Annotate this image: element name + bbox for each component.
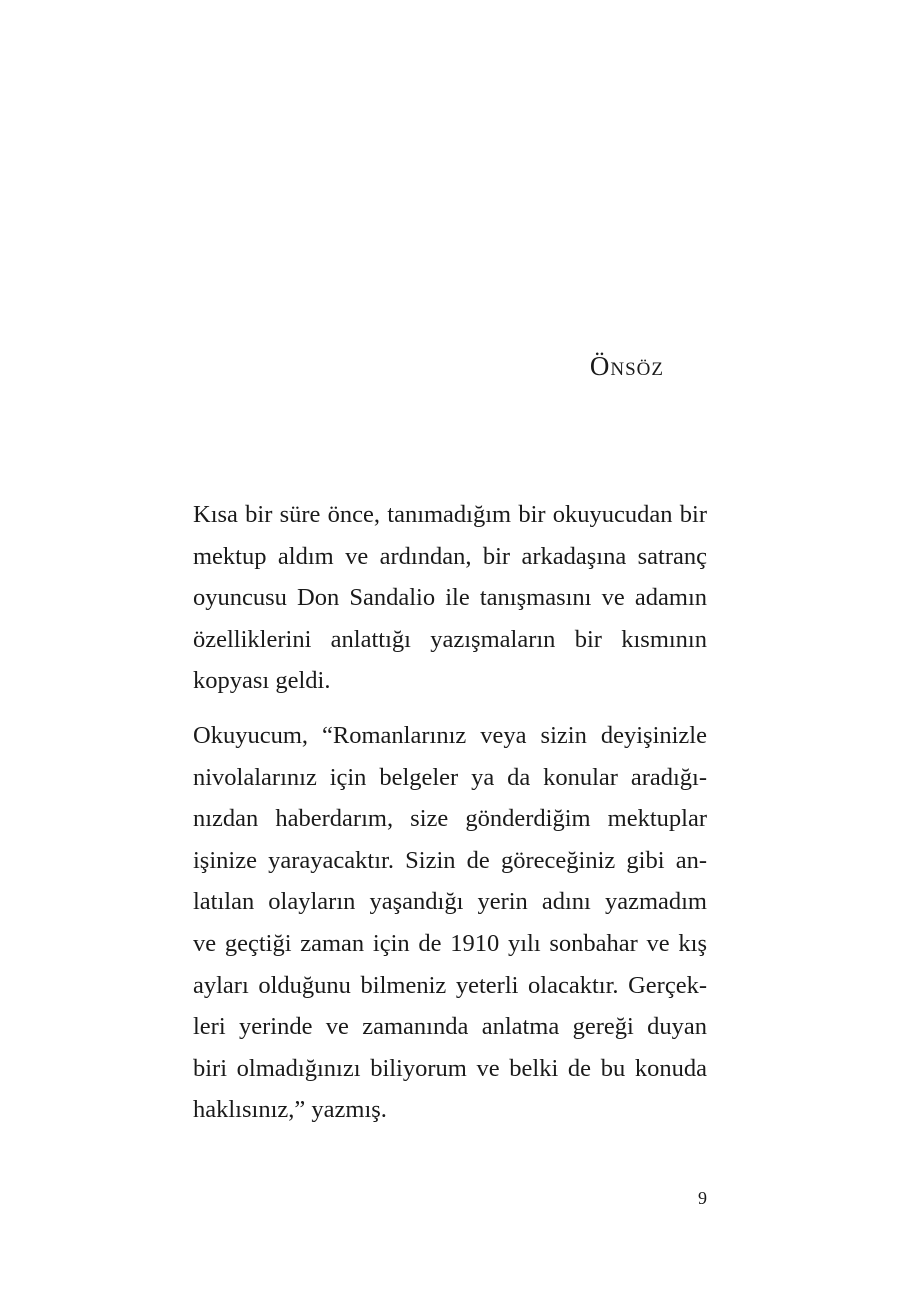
text-line: ayları olduğunu bilmeniz yeterli olacaktır. Gerçek- xyxy=(193,971,707,999)
text-line: haklısınız,” yazmış. xyxy=(193,1096,387,1124)
text-line: özelliklerini anlattığı yazışmaların bir kısmının xyxy=(193,625,707,653)
text-line: işinize yarayacaktır. Sizin de göreceğiniz gibi an- xyxy=(193,846,707,874)
chapter-title: Önsöz xyxy=(589,351,664,381)
page-number: 9 xyxy=(698,1188,707,1208)
text-line: nızdan haberdarım, size gönderdiğim mektuplar xyxy=(193,805,707,833)
text-line: Okuyucum, “Romanlarınız veya sizin deyişinizle xyxy=(193,721,707,749)
text-line: nivolalarınız için belgeler ya da konular aradığı- xyxy=(193,763,707,791)
text-line: latılan olayların yaşandığı yerin adını yazmadım xyxy=(193,888,707,916)
body-text xyxy=(193,494,707,1131)
paragraph-1 xyxy=(193,494,707,702)
text-line: ve geçtiği zaman için de 1910 yılı sonbahar ve kış xyxy=(193,929,707,957)
text-line: Kısa bir süre önce, tanımadığım bir okuyucudan bir xyxy=(193,501,707,528)
text-line: kopyası geldi. xyxy=(193,667,331,695)
text-line: leri yerinde ve zamanında anlatma gereği duyan xyxy=(193,1013,707,1041)
paragraph-2 xyxy=(193,715,707,1131)
text-line: biri olmadığınızı biliyorum ve belki de bu konuda xyxy=(193,1054,707,1082)
text-line: mektup aldım ve ardından, bir arkadaşına satranç xyxy=(193,542,707,570)
text-line: oyuncusu Don Sandalio ile tanışmasını ve adamın xyxy=(193,584,707,612)
